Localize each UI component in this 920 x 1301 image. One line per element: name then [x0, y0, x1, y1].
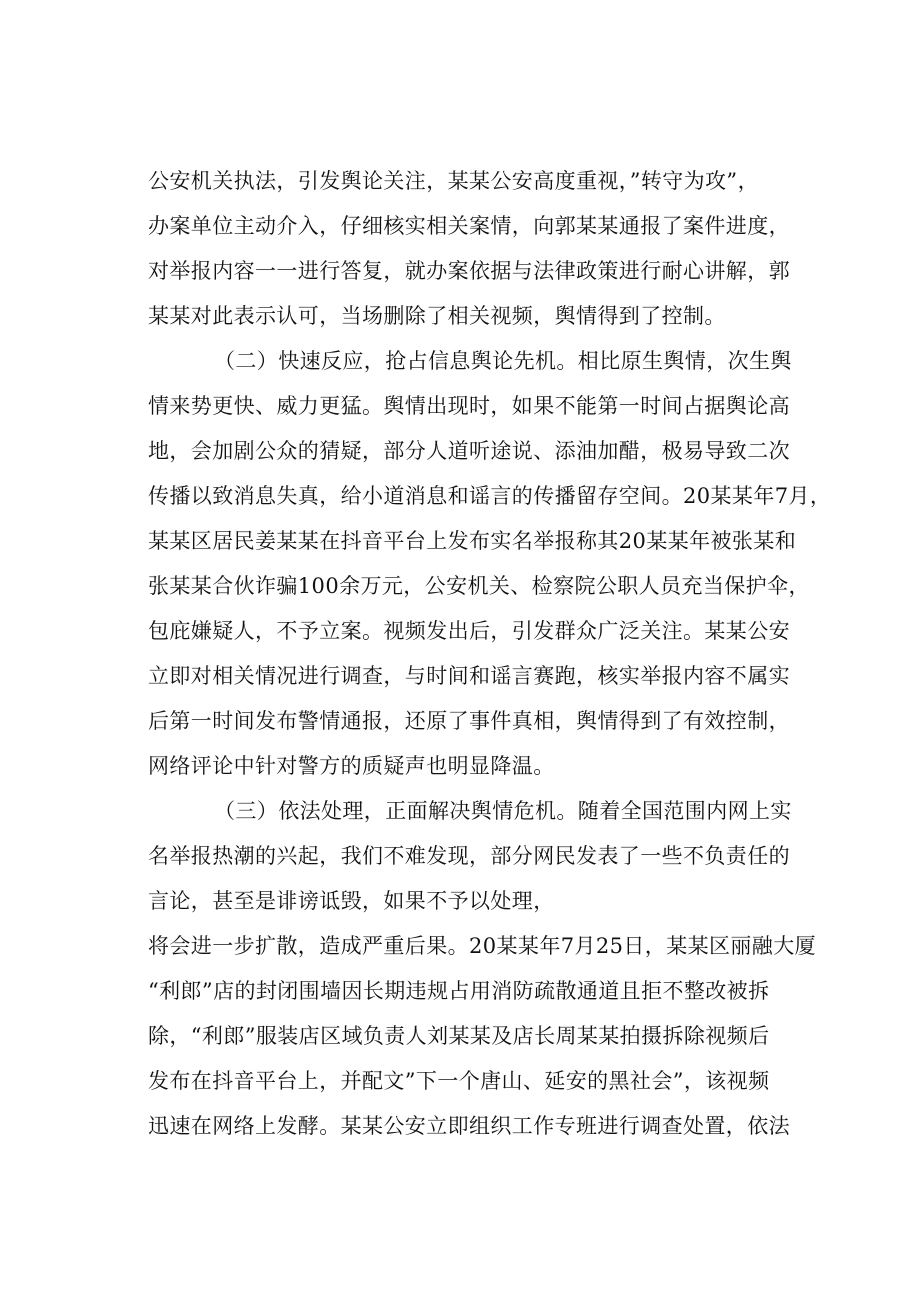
text-line: 网络评论中针对警方的质疑声也明显降温。 [148, 754, 555, 778]
text-line: 除，“利郎”服装店区域负责人刘某某及店长周某某拍摄拆除视频后 [148, 1024, 770, 1048]
section-heading-line: （三）依法处理，正面解决舆情危机。随着全国范围内网上实 [214, 799, 792, 823]
text-line: 地，会加剧公众的猜疑，部分人道听途说、添油加醋，极易导致二次 [148, 439, 790, 463]
text-line: “利郎”店的封闭围墙因长期违规占用消防疏散通道且拒不整改被拆 [148, 979, 770, 1003]
text-line: 某某对此表示认可，当场删除了相关视频，舆情得到了控制。 [148, 304, 726, 328]
text-line: 公安机关执法，引发舆论关注，某某公安高度重视，”转守为攻”， [148, 169, 759, 193]
text-line: 言论，甚至是诽谤诋毁，如果不予以处理， [148, 889, 555, 913]
text-line: 某某区居民姜某某在抖音平台上发布实名举报称其20某某年被张某和 [148, 529, 797, 553]
section-heading-line: （二）快速反应，抢占信息舆论先机。相比原生舆情，次生舆 [214, 349, 792, 373]
text-line: 对举报内容一一进行答复，就办案依据与法律政策进行耐心讲解，郭 [148, 259, 790, 283]
text-line: 传播以致消息失真，给小道消息和谣言的传播留存空间。20某某年7月， [148, 484, 832, 508]
text-line: 张某某合伙诈骗100余万元，公安机关、检察院公职人员充当保护伞， [148, 574, 810, 598]
text-line: 迅速在网络上发酵。某某公安立即组织工作专班进行调查处置，依法 [148, 1114, 790, 1138]
text-line: 办案单位主动介入，仔细核实相关案情，向郭某某通报了案件进度， [148, 214, 790, 238]
text-line: 立即对相关情况进行调查，与时间和谣言赛跑，核实举报内容不属实 [148, 664, 790, 688]
text-line: 发布在抖音平台上，并配文”下一个唐山、延安的黑社会”，该视频 [148, 1069, 770, 1093]
text-line: 情来势更快、威力更猛。舆情出现时，如果不能第一时间占据舆论高 [148, 394, 790, 418]
text-line: 名举报热潮的兴起，我们不难发现，部分网民发表了一些不负责任的 [148, 844, 790, 868]
text-line: 后第一时间发布警情通报，还原了事件真相，舆情得到了有效控制， [148, 709, 790, 733]
text-line: 将会进一步扩散，造成严重后果。20某某年7月25日，某某区丽融大厦 [148, 934, 817, 958]
text-line: 包庇嫌疑人，不予立案。视频发出后，引发群众广泛关注。某某公安 [148, 619, 790, 643]
